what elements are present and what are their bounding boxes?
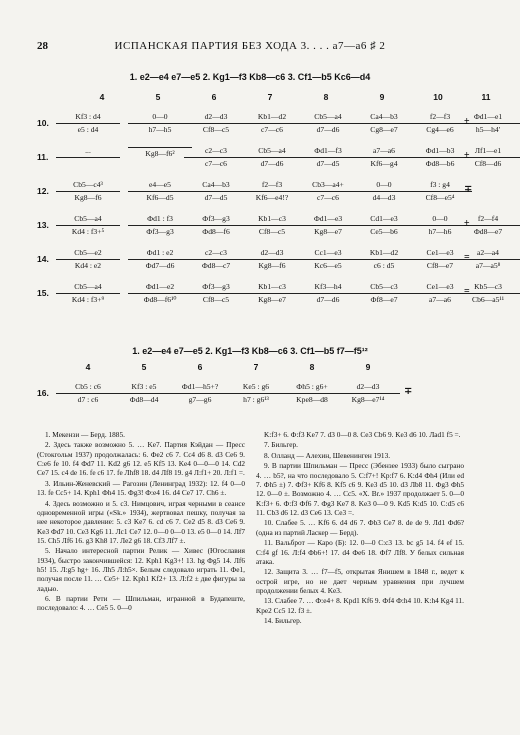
- black-move: Cf8—e5⁴: [425, 193, 455, 202]
- white-move: Фd1—b3: [408, 146, 472, 158]
- black-move: c7—c6: [317, 193, 339, 202]
- black-move: d7—d6: [316, 125, 340, 134]
- black-move: h7—h5: [148, 125, 172, 134]
- white-move: Лf1—e1: [456, 146, 520, 158]
- row-number: 13.: [37, 220, 49, 230]
- white-move: f3 : g4: [408, 180, 472, 192]
- move-cell: [224, 382, 288, 405]
- evaluation-sign: ∓: [404, 386, 413, 397]
- black-move: Ce5—b6: [370, 227, 398, 236]
- move-cell: [352, 180, 416, 203]
- white-move: Фd1—e2: [128, 282, 192, 294]
- column-heading: 6: [211, 92, 217, 102]
- black-move: Фd8—e7: [473, 227, 503, 236]
- white-move: Cb5—a4: [56, 282, 120, 294]
- black-move: c7—c6: [205, 159, 227, 168]
- move-cell: [128, 180, 192, 203]
- black-move: Фd8—c7: [201, 261, 231, 270]
- column-heading: 4: [85, 362, 91, 372]
- white-move: a2—a4: [456, 248, 520, 260]
- move-cell: [128, 112, 192, 135]
- move-cell: [240, 146, 304, 169]
- column-heading: 9: [379, 92, 385, 102]
- row-number: 16.: [37, 388, 49, 398]
- black-move: Cf8—d6: [474, 159, 502, 168]
- black-move: c6 : d5: [373, 261, 395, 270]
- white-move: e4—e5: [128, 180, 192, 192]
- white-move: Kf3 : e5: [112, 382, 176, 394]
- white-move: d2—d3: [240, 248, 304, 260]
- black-move: Фd8—f6: [202, 227, 230, 236]
- footnote: 8. Олланд — Алехин, Шевенинген 1913.: [264, 450, 391, 460]
- black-move: d7—d6: [316, 295, 340, 304]
- move-cell: [128, 282, 192, 305]
- footnotes-left-column: [37, 430, 245, 614]
- table1-opening: 1. е2—е4 е7—е5 2. Kg1—f3 Kb8—c6 3. Cf1—b5 Kc6—d4: [129, 72, 371, 82]
- white-move: c2—c3: [184, 248, 248, 260]
- evaluation-sign: =: [464, 252, 470, 263]
- white-move: Ce1—e3: [408, 248, 472, 260]
- move-cell: [296, 214, 360, 237]
- footnote: 9. В партии Шпильман — Пресс (Эбензее 1933) было сыграно 4. … b5?, на что последовало 5. C:f7+! Kp:f7 6. K:d4 Фh4 (Или ed 7. Фh5 ±) 7. Фf3+ Kf6 8. Kf5 c6 9. Ke3 d5 10. d3 Лb8 11. Фg3 Фh5 12. 0—0 ±. Возможно 4. … Cc5. «X. Br.» 1937 продолжает 5. 0—0 K:f3+ 6. Ф:f3 Фf6 7. Фg3 Ke7 8. Ke3 0—0 9. Kd5 K:d5 10. C:d5 c6 11. Cb3 d6 12. d3 Ce6 13. Ce3 =.: [256, 461, 464, 517]
- black-move: d4—d3: [372, 193, 396, 202]
- white-move: Cb5—e2: [56, 248, 120, 260]
- column-heading: 9: [365, 362, 371, 372]
- black-move: Kd4 : f3+⁹: [71, 295, 105, 304]
- black-move: Kg8—f6: [258, 261, 286, 270]
- footnote: 3. Ильин-Женевский — Рагозин (Ленинград 1932): 12. f4 0—0 13. fe Cc5+ 14. Kph1 Фh4 15. Фg3! Ф:e4 16. d4 Ce7 17. Ch6 ±.: [37, 478, 245, 498]
- black-move: d7—d5: [204, 193, 228, 202]
- footnote: K:f3+ 6. Ф:f3 Ke7 7. d3 0—0 8. Ce3 Cb6 9. Ke3 d6 10. Лad1 f5 =.: [264, 430, 461, 439]
- black-move: d7—d6: [260, 159, 284, 168]
- black-move: Kc6—e5: [314, 261, 342, 270]
- column-heading: 11: [481, 92, 491, 102]
- white-move: Cb5—a4: [240, 146, 304, 158]
- move-cell: [240, 248, 304, 271]
- white-move: Cb5—c3: [352, 282, 416, 294]
- white-move: Cb5—a4: [296, 112, 360, 124]
- black-move: Cf8—c5: [258, 227, 286, 236]
- move-cell: [184, 112, 248, 135]
- footnote: 10. Слабее 5. … Kf6 6. d4 d6 7. Фb3 Ce7 8. de de 9. Лd1 Фd6? (одна из партий Ласкер — Берд).: [256, 518, 464, 537]
- white-move: 0—0: [408, 214, 472, 226]
- move-cell: [56, 248, 120, 271]
- move-cell: [336, 382, 400, 405]
- move-cell: [240, 112, 304, 135]
- white-move: 0—0: [128, 112, 192, 124]
- black-move: Cb6—a5¹¹: [472, 295, 504, 304]
- row-number: 15.: [37, 288, 49, 298]
- black-move: Kpe8—d8: [296, 395, 328, 404]
- move-cell: [184, 248, 248, 271]
- white-move: f2—f3: [240, 180, 304, 192]
- black-move: Kf6—e4!?: [255, 193, 289, 202]
- column-heading: 7: [267, 92, 273, 102]
- move-cell: [56, 382, 120, 405]
- black-move: Фf8—e7: [370, 295, 398, 304]
- black-move: [56, 158, 120, 159]
- white-move: Kf3 : d4: [56, 112, 120, 124]
- footnote: 4. Здесь возможно и 5. c3. Нимцович, играя черными в сеансе одновременной игры («Sk.» 1934), жертвовал пешку, получая за нее некоторое давление: 5. c3 Ke7 6. cd c6 7. Ce2 d5 8. d3 Ce6 9. Ke3 Фd7 10. Ce3 Kg6 11. Лc1 Ce7 12. 0—0 0—0 13. e5 0—0 14. Лf7 15. Ch5 Лf6 16. g3 Kh8 17. Лe2 g6 18. Cf3 Лf7 ±.: [37, 498, 245, 545]
- row-number: 10.: [37, 118, 49, 128]
- move-cell: [240, 180, 304, 203]
- black-move: Cf8—e7: [426, 261, 454, 270]
- column-heading: 8: [309, 362, 315, 372]
- black-move: Фd8—b6: [425, 159, 455, 168]
- footnote: 5. Начало интересной партии Релик — Хивес (Югославия 1934), быстро закончившейся: 12. Kph1 Kg3+! 13. hg Фg5 14. Лf6 h5! 15. Л:g5 hg+ 16. Лh5 Л:h5×. Белым следовало играть 11. Фe1, получая после 11. … Ce5+ 12. Kph1 Kf2+ 13. Л:f2 ± две фигуры за ладью.: [37, 546, 245, 593]
- black-move: Фd8—f6¹⁰: [143, 295, 177, 304]
- white-move: Фd1 : e2: [128, 248, 192, 260]
- footnote: 7. Бильгер.: [264, 440, 298, 450]
- move-cell: [56, 146, 120, 159]
- white-move: Kb1—d2: [352, 248, 416, 260]
- black-move: Cf8—c5: [202, 295, 230, 304]
- black-move: h7—h6: [428, 227, 452, 236]
- page-number: 28: [37, 40, 48, 52]
- black-move: Cg8—e7: [370, 125, 398, 134]
- white-move: Kb5—c3: [456, 282, 520, 294]
- black-move: g7—g6: [188, 395, 212, 404]
- white-move: d2—d3: [336, 382, 400, 394]
- black-move: d7—d5: [316, 159, 340, 168]
- move-cell: [296, 282, 360, 305]
- white-move: d2—d3: [184, 112, 248, 124]
- black-move: Cg4—e6: [426, 125, 454, 134]
- white-move: a7—a6: [352, 146, 416, 158]
- black-move: Kf6—g4: [370, 159, 398, 168]
- move-cell: [240, 282, 304, 305]
- footnote: 1. Мекензи — Берд. 1885.: [45, 430, 125, 439]
- white-move: Фd1—h5+?: [168, 382, 232, 394]
- white-move: f2—f3: [408, 112, 472, 124]
- white-move: c2—c3: [184, 146, 248, 158]
- column-heading: 5: [155, 92, 161, 102]
- white-move: Cb5—a4: [56, 214, 120, 226]
- move-cell: [184, 180, 248, 203]
- column-heading: 10: [433, 92, 443, 102]
- move-cell: [296, 146, 360, 169]
- white-move: Ca4—b3: [352, 112, 416, 124]
- black-move: h7 : g6¹³: [243, 395, 269, 404]
- white-move: Cb3—a4+: [296, 180, 360, 192]
- running-title: ИСПАНСКАЯ ПАРТИЯ БЕЗ ХОДА 3. . . . а7—а6 ♯ 2: [114, 40, 386, 52]
- black-move: Kg8—e7: [258, 295, 286, 304]
- footnote: 2. Здесь также возможно 5. … Ke7. Партия Кэйдан — Пресс (Стокгольм 1937) продолжалась: 6. Фe2 c6 7. Cc4 d6 8. d3 Ce6 9. C:e6 fe 10. f4 Фd7 11. Kd2 g6 12. e5 Kf5 13. Ke4 0—0—0 14. Cd2 Ce7 15. c4 de 16. fe c6 17. fe Лhf8 18. d4 Лf8 19. g4 Л:f1+ 20. Л:f1 =.: [37, 440, 245, 478]
- black-move: Фd8—d4: [129, 395, 159, 404]
- white-move: Ca4—b3: [184, 180, 248, 192]
- move-cell: [56, 282, 120, 305]
- white-move: Cc1—e3: [296, 248, 360, 260]
- evaluation-sign: =: [464, 286, 470, 297]
- move-cell: [184, 146, 248, 169]
- black-move: e5 : d4: [77, 125, 99, 134]
- black-move: a7—a5⁸: [475, 261, 501, 270]
- white-move: Фh5 : g6+: [280, 382, 344, 394]
- black-move: d7 : c6: [77, 395, 99, 404]
- black-move: Kf6—d5: [146, 193, 174, 202]
- white-move: Cb5—c4³: [56, 180, 120, 192]
- white-move: Фd1—e3: [296, 214, 360, 226]
- move-cell: [128, 214, 192, 237]
- move-cell: [128, 146, 192, 159]
- footnote: 14. Бильгер.: [264, 616, 302, 626]
- white-move: Ke5 : g6: [224, 382, 288, 394]
- move-cell: [280, 382, 344, 405]
- black-move: Kg8—f6: [74, 193, 102, 202]
- black-move: Kd4 : f3+⁵: [71, 227, 105, 236]
- move-cell: [352, 248, 416, 271]
- move-cell: [408, 180, 472, 203]
- white-move: Cd1—e3: [352, 214, 416, 226]
- move-cell: [184, 282, 248, 305]
- move-cell: [56, 180, 120, 203]
- move-cell: [240, 214, 304, 237]
- move-cell: [352, 112, 416, 135]
- move-cell: [128, 248, 192, 271]
- column-heading: 7: [253, 362, 259, 372]
- move-cell: [296, 248, 360, 271]
- move-cell: [352, 282, 416, 305]
- move-cell: [112, 382, 176, 405]
- white-move: Kb1—c3: [240, 282, 304, 294]
- white-move: Фf3—g3: [184, 214, 248, 226]
- evaluation-sign: ±: [464, 150, 470, 161]
- row-number: 12.: [37, 186, 49, 196]
- move-cell: [352, 214, 416, 237]
- black-move: a7—a6: [429, 295, 451, 304]
- white-move: Kf3—h4: [296, 282, 360, 294]
- black-move: Kd4 : e2: [74, 261, 102, 270]
- black-move: Kg8—e7¹⁴: [351, 395, 385, 404]
- white-move: Cb5 : c6: [56, 382, 120, 394]
- move-cell: [56, 112, 120, 135]
- move-cell: [56, 214, 120, 237]
- white-move: ...: [56, 146, 120, 158]
- black-move: c7—c6: [261, 125, 283, 134]
- move-cell: [296, 180, 360, 203]
- move-cell: [168, 382, 232, 405]
- footnote: 11. Вальброт — Каро (Б): 12. 0—0 C:c3 13. bc g5 14. f4 ef 15. C:f4 gf 16. Л:f4 Фb6+! 17. d4 Фe6 18. Фf7 Лf8. У белых сильная атака.: [256, 538, 464, 566]
- evaluation-sign: ±: [464, 116, 470, 127]
- white-move: Kb1—d2: [240, 112, 304, 124]
- white-move: Ce1—e3: [408, 282, 472, 294]
- black-move: Фf3—g3: [146, 227, 174, 236]
- white-move: Фd1 : f3: [128, 214, 192, 226]
- footnote: 6. В партии Рети — Шпильман, игранной в Будапеште, последовало: 4. … Ce5 5. 0—0: [37, 593, 245, 613]
- black-move: Фd7—d6: [145, 261, 175, 270]
- column-heading: 5: [141, 362, 147, 372]
- move-cell: [296, 112, 360, 135]
- black-move: Kg8—e7: [314, 227, 342, 236]
- row-number: 14.: [37, 254, 49, 264]
- evaluation-sign: ∓: [464, 184, 473, 195]
- evaluation-sign: ±: [464, 218, 470, 229]
- footnote: 13. Слабее 7. … Ф:e4+ 8. Kpd1 Kf6 9. Фf4 Ф:h4 10. K:h4 Kg4 11. Kpe2 Cc5 12. f3 ±.: [256, 596, 464, 615]
- move-cell: [352, 146, 416, 169]
- white-move: Kb1—c3: [240, 214, 304, 226]
- white-move: 0—0: [352, 180, 416, 192]
- white-move: Фd1—f3: [296, 146, 360, 158]
- white-move: Фf3—g3: [184, 282, 248, 294]
- white-move: Фd1—e1: [456, 112, 520, 124]
- black-move: h5—h4': [475, 125, 501, 134]
- white-move: f2—f4: [456, 214, 520, 226]
- footnotes-right-column: [256, 430, 464, 627]
- row-number: 11.: [37, 152, 49, 162]
- column-heading: 6: [197, 362, 203, 372]
- footnote: 12. Защита 3. … f7—f5, открытая Янишем в 1848 г., ведет к острой игре, но не дает черным уравнения при лучшем продолжении белых 4. Ke3.: [256, 567, 464, 595]
- black-move: Kg8—f6²: [145, 149, 175, 158]
- column-heading: 4: [99, 92, 105, 102]
- move-cell: [184, 214, 248, 237]
- column-heading: 8: [323, 92, 329, 102]
- page-header: [37, 40, 463, 54]
- table2-opening: 1. е2—е4 е7—е5 2. Kg1—f3 Kb8—c6 3. Cf1—b5 f7—f5¹²: [132, 346, 368, 356]
- black-move: Cf8—c5: [202, 125, 230, 134]
